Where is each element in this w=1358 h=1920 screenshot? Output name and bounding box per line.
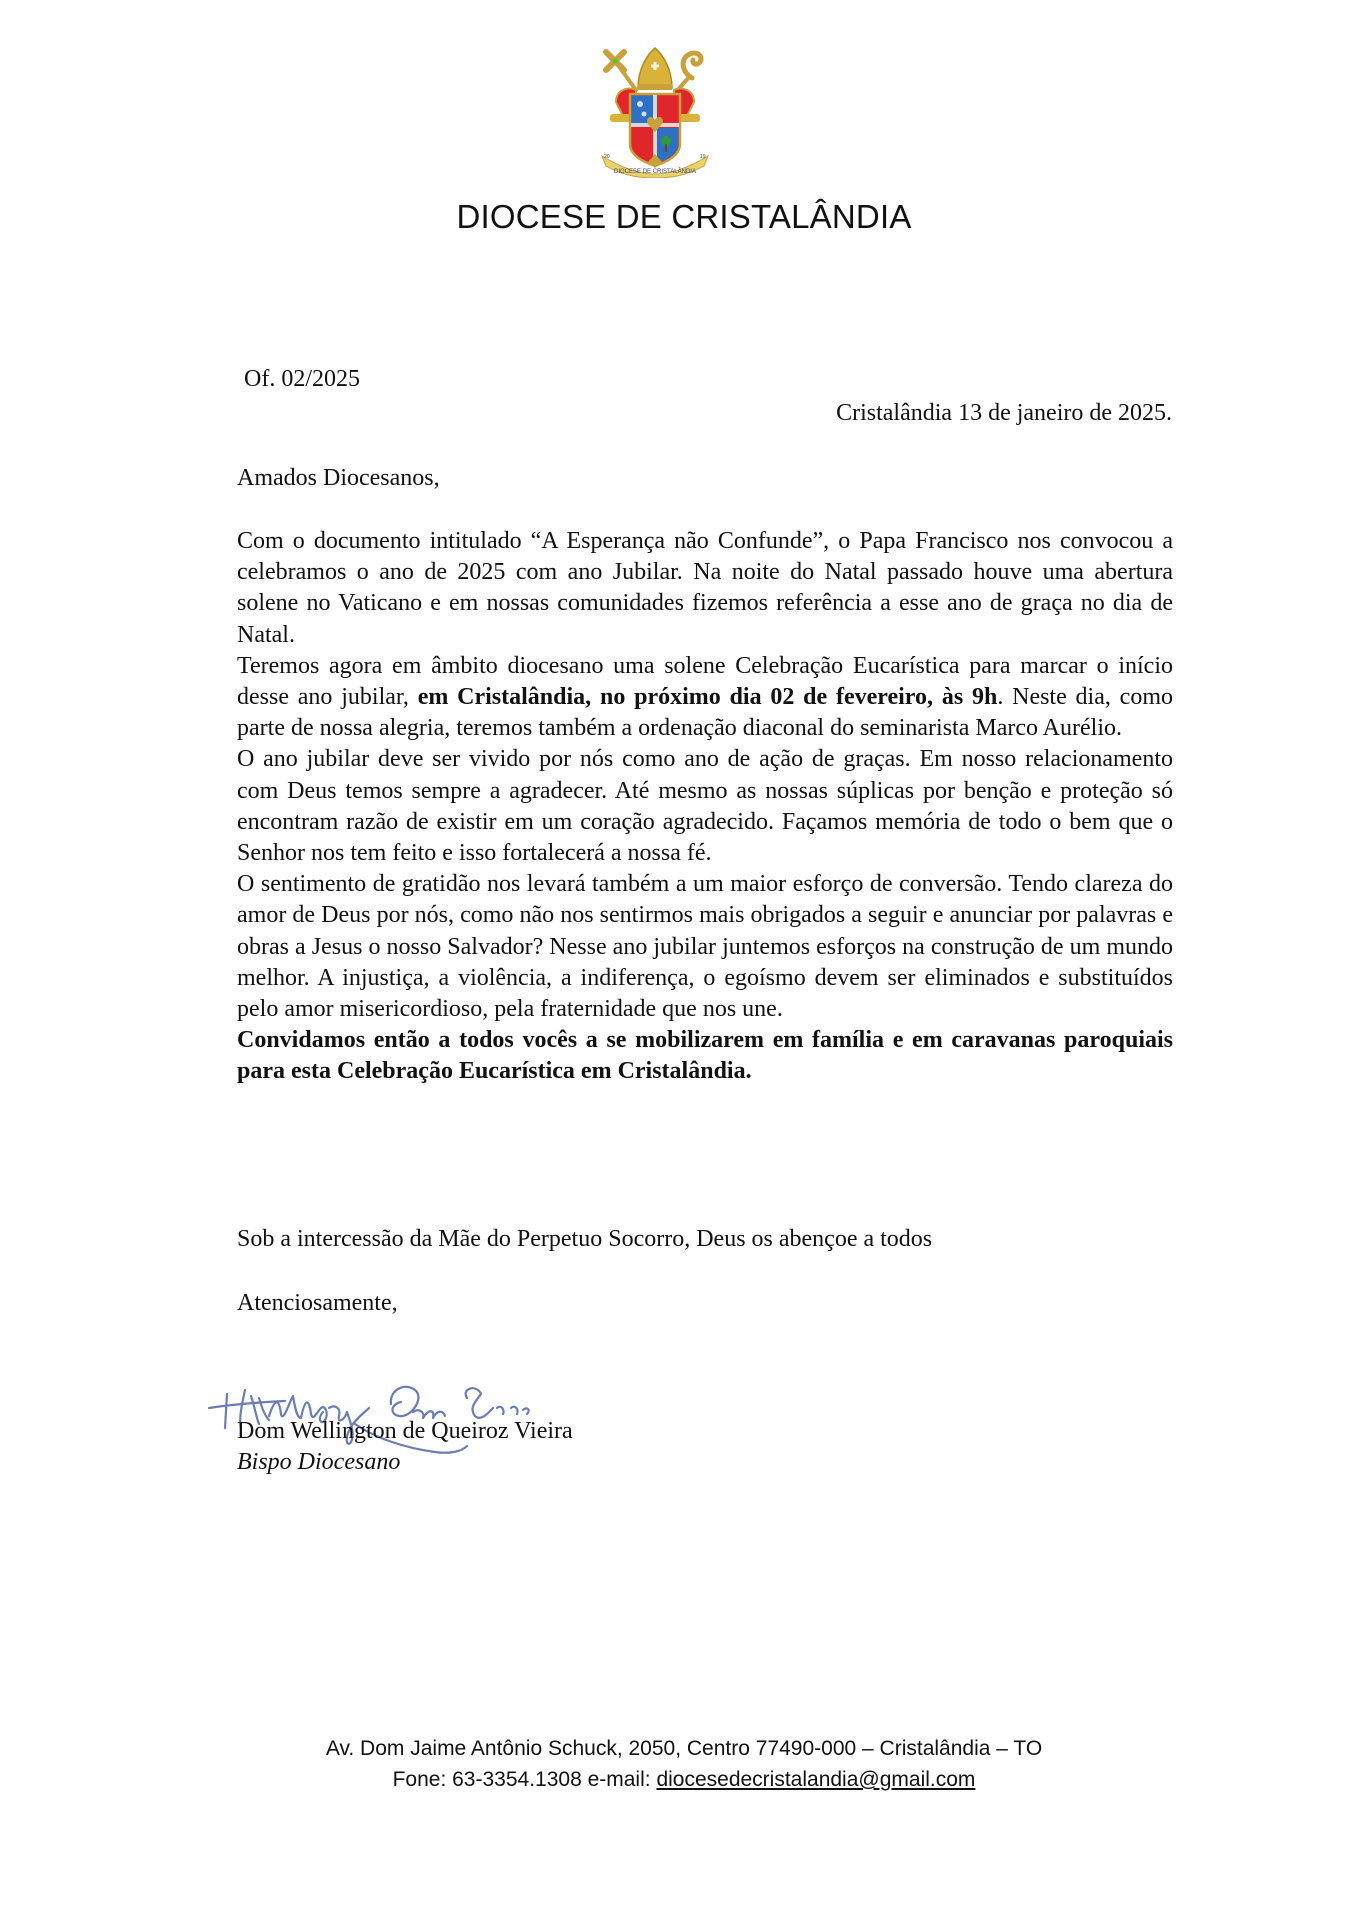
letter-body	[237, 526, 1173, 1088]
paragraph-2-text-after: . Neste dia, como parte de nossa alegria, teremos também a ordenação diaconal do seminarista Marco Aurélio.	[237, 684, 1173, 742]
document-reference: Of. 02/2025	[244, 366, 360, 392]
cross-icon	[606, 52, 636, 90]
blessing: Sob a intercessão da Mãe do Perpetuo Socorro, Deus os abençoe a todos	[237, 1226, 933, 1252]
crozier-icon	[676, 53, 701, 92]
footer-phone: Fone: 63-3354.1308 e-mail:	[392, 1768, 657, 1791]
page-title: DIOCESE DE CRISTALÂNDIA	[456, 198, 912, 235]
logo-ribbon-text: DIOCESE DE CRISTALÂNDIA	[614, 169, 696, 175]
invitation-highlight: Convidamos então a todos vocês a se mobilizarem em família e em caravanas paroquiais para esta Celebração Eucarística em Cristalândia.	[237, 1027, 1173, 1085]
footer-contact	[0, 1764, 1358, 1795]
diocesan-coat-of-arms-icon	[596, 44, 714, 178]
paragraph-2-text-before: Teremos agora em âmbito diocesano uma solene Celebração Eucarística para marcar o início desse ano jubilar,	[237, 652, 1173, 711]
logo-ribbon-year-left: 20	[604, 154, 610, 160]
paragraph-2	[237, 651, 1173, 745]
salutation: Amados Diocesanos,	[237, 465, 440, 491]
paragraph-4: O sentimento de gratidão nos levará também a um maior esforço de conversão. Tendo clareza do amor de Deus por nós, como não nos sentirmos mais obrigados a seguir e anunciar por palavras e obras a Jesus o nosso Salvador? Nesse ano jubilar juntemos esforços na construção de um mundo melhor. A injustiça, a violência, a indiferença, o egoísmo devem ser eliminados e substituídos pelo amor misericordioso, pela fraternidade que nos une.	[237, 871, 1173, 1023]
footer-email-link[interactable]: diocesedecristalandia@gmail.com	[656, 1768, 976, 1791]
paragraph-3: O ano jubilar deve ser vivido por nós como ano de ação de graças. Em nosso relacionamento com Deus temos sempre a agradecer. Até mesmo as nossas súplicas por benção e proteção só encontram razão de existir em um coração agradecido. Façamos memória de todo o bem que o Senhor nos tem feito e isso fortalecerá a nossa fé.	[237, 746, 1173, 867]
footer	[0, 1733, 1358, 1795]
paragraph-5	[237, 1025, 1173, 1087]
closing: Atenciosamente,	[237, 1290, 398, 1316]
letter-date: Cristalândia 13 de janeiro de 2025.	[836, 400, 1172, 426]
signer-role: Bispo Diocesano	[237, 1449, 401, 1475]
paragraph-1: Com o documento intitulado “A Esperança não Confunde”, o Papa Francisco nos convocou a celebramos o ano de 2025 com ano Jubilar. Na noite do Natal passado houve uma abertura solene no Vaticano e em nossas comunidades fizemos referência a esse ano de graça no dia de Natal.	[237, 528, 1173, 648]
logo-ribbon-year-right: 19	[700, 154, 706, 160]
footer-address: Av. Dom Jaime Antônio Schuck, 2050, Centro 77490-000 – Cristalândia – TO	[325, 1737, 1043, 1760]
signer-name: Dom Wellington de Queiroz Vieira	[237, 1418, 573, 1444]
event-highlight: em Cristalândia, no próximo dia 02 de fevereiro, às 9h	[417, 684, 998, 711]
